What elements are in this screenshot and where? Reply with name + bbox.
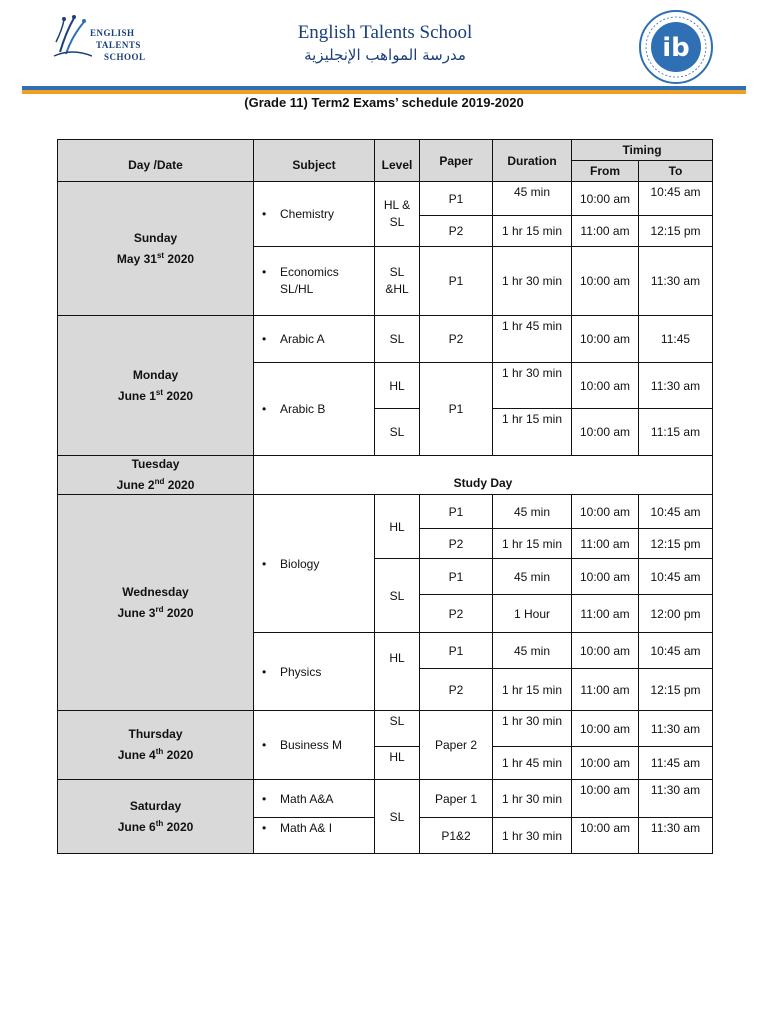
ib-logo — [637, 8, 715, 86]
paper-cell: P2 — [420, 595, 493, 633]
day-name: Sunday — [133, 230, 178, 245]
exam-schedule-table — [57, 139, 713, 854]
paper-cell: P2 — [420, 529, 493, 559]
from-cell: 10:00 am — [572, 711, 639, 747]
day-date: June 1 — [117, 388, 156, 403]
from-cell: 11:00 am — [572, 529, 639, 559]
day-year: 2020 — [164, 251, 195, 266]
day-date: May 31 — [116, 251, 157, 266]
header-level: Level — [375, 140, 420, 182]
day-date-suffix: th — [155, 747, 164, 756]
day-cell-wednesday — [58, 495, 254, 711]
subject-label: Business M — [280, 738, 343, 752]
from-cell: 10:00 am — [572, 316, 639, 363]
to-cell: 12:15 pm — [639, 216, 713, 247]
duration-cell: 1 hr 15 min — [493, 529, 572, 559]
subject-label: Physics — [280, 664, 322, 679]
duration-cell: 1 hr 45 min — [493, 316, 572, 363]
bullet-icon: • — [262, 207, 267, 221]
ib-logo-icon — [637, 8, 715, 86]
duration-cell: 1 hr 15 min — [493, 216, 572, 247]
logo-text-line1: ENGLISH — [90, 28, 135, 38]
from-cell: 10:00 am — [572, 495, 639, 529]
level-label: HL & — [383, 198, 411, 212]
to-cell: 12:00 pm — [639, 595, 713, 633]
day-cell-sunday — [58, 182, 254, 316]
bullet-icon: • — [262, 265, 267, 279]
bullet-icon: • — [262, 332, 267, 346]
day-year: 2020 — [163, 819, 194, 834]
paper-cell: P2 — [420, 316, 493, 363]
paper-cell: P2 — [420, 669, 493, 711]
header-duration: Duration — [493, 140, 572, 182]
ib-logo-text: ib — [662, 33, 690, 63]
header-to: To — [639, 161, 713, 182]
duration-cell: 1 hr 15 min — [493, 409, 572, 456]
paper-cell: P1 — [420, 633, 493, 669]
level-label: SL — [389, 265, 405, 279]
to-cell: 11:30 am — [639, 818, 713, 854]
level-cell: SL — [375, 780, 420, 854]
to-cell: 11:45 am — [639, 747, 713, 780]
paper-cell: P1 — [420, 495, 493, 529]
subject-arabic-b — [254, 363, 375, 456]
paper-cell: P2 — [420, 216, 493, 247]
day-date: June 6 — [117, 819, 156, 834]
from-cell: 11:00 am — [572, 595, 639, 633]
duration-cell: 1 hr 30 min — [493, 818, 572, 854]
bullet-icon: • — [262, 664, 267, 679]
to-cell: 11:30 am — [639, 247, 713, 316]
to-cell: 10:45 am — [639, 182, 713, 216]
bullet-icon: • — [262, 791, 267, 806]
logo-text-line2: TALENTS — [96, 40, 141, 50]
day-name: Wednesday — [122, 584, 189, 599]
subject-math-aa — [254, 780, 375, 818]
study-day-note: Study Day — [254, 456, 713, 495]
level-cell: HL — [375, 747, 420, 780]
bullet-icon: • — [262, 738, 267, 752]
subject-physics — [254, 633, 375, 711]
table-row — [58, 316, 713, 363]
school-logo — [52, 12, 162, 68]
from-cell: 10:00 am — [572, 409, 639, 456]
paper-cell: P1 — [420, 559, 493, 595]
subject-label: Economics — [280, 265, 339, 279]
subject-label: Math A& I — [280, 821, 333, 835]
paper-cell: Paper 2 — [420, 711, 493, 780]
to-cell: 12:15 pm — [639, 529, 713, 559]
day-date-suffix: rd — [155, 604, 164, 614]
level-cell — [375, 247, 420, 316]
from-cell: 10:00 am — [572, 747, 639, 780]
from-cell: 10:00 am — [572, 633, 639, 669]
paper-cell: P1 — [420, 182, 493, 216]
to-cell: 12:15 pm — [639, 669, 713, 711]
day-cell-saturday — [58, 780, 254, 854]
subject-chemistry — [254, 182, 375, 247]
day-name: Saturday — [129, 798, 182, 813]
bullet-icon: • — [262, 556, 267, 571]
subject-label: Biology — [280, 556, 320, 571]
day-year: 2020 — [163, 605, 194, 620]
from-cell: 11:00 am — [572, 669, 639, 711]
day-date-suffix: st — [155, 387, 164, 397]
level-label: SL — [389, 215, 405, 229]
subject-label: Math A&A — [280, 791, 334, 806]
header-timing: Timing — [572, 140, 713, 161]
bullet-icon: • — [262, 402, 267, 416]
day-year: 2020 — [163, 748, 194, 762]
subject-label: Chemistry — [280, 207, 335, 221]
level-cell: HL — [375, 363, 420, 409]
level-cell: SL — [375, 559, 420, 633]
level-cell: SL — [375, 711, 420, 747]
day-year: 2020 — [164, 478, 195, 492]
header-divider-orange — [22, 90, 746, 94]
table-row — [58, 711, 713, 747]
subject-economics — [254, 247, 375, 316]
school-logo-icon — [52, 12, 92, 62]
table-row — [58, 456, 713, 495]
day-date-suffix: st — [156, 250, 165, 260]
level-cell: HL — [375, 633, 420, 711]
to-cell: 10:45 am — [639, 633, 713, 669]
from-cell: 10:00 am — [572, 247, 639, 316]
paper-cell: P1&2 — [420, 818, 493, 854]
header-paper: Paper — [420, 140, 493, 182]
level-cell — [375, 182, 420, 247]
day-cell-monday — [58, 316, 254, 456]
level-cell: SL — [375, 409, 420, 456]
duration-cell: 1 hr 45 min — [493, 747, 572, 780]
day-date: June 3 — [117, 605, 156, 620]
paper-cell: P1 — [420, 247, 493, 316]
to-cell: 10:45 am — [639, 559, 713, 595]
level-label: &HL — [385, 282, 409, 296]
logo-text-line3: SCHOOL — [104, 52, 146, 62]
header-day-date: Day /Date — [58, 140, 254, 182]
duration-cell: 1 hr 30 min — [493, 780, 572, 818]
table-row — [58, 495, 713, 529]
level-cell: HL — [375, 495, 420, 559]
subject-arabic-a — [254, 316, 375, 363]
subject-label: Arabic B — [280, 402, 326, 416]
school-title: English Talents School — [297, 22, 473, 43]
subject-biology — [254, 495, 375, 633]
to-cell: 11:15 am — [639, 409, 713, 456]
from-cell: 10:00 am — [572, 559, 639, 595]
duration-cell: 45 min — [493, 495, 572, 529]
day-date: June 2 — [116, 478, 155, 492]
to-cell: 11:30 am — [639, 711, 713, 747]
day-date: June 4 — [117, 748, 156, 762]
school-title-arabic: مدرسة المواهب الإنجليزية — [304, 46, 466, 64]
from-cell: 11:00 am — [572, 216, 639, 247]
subject-business — [254, 711, 375, 780]
bullet-icon: • — [262, 821, 267, 835]
to-cell: 11:30 am — [639, 363, 713, 409]
day-year: 2020 — [163, 388, 194, 403]
duration-cell: 1 hr 30 min — [493, 711, 572, 747]
duration-cell: 45 min — [493, 633, 572, 669]
document-title: (Grade 11) Term2 Exams’ schedule 2019-2020 — [244, 95, 524, 110]
from-cell: 10:00 am — [572, 780, 639, 818]
from-cell: 10:00 am — [572, 182, 639, 216]
day-name: Monday — [132, 367, 179, 382]
duration-cell: 1 hr 30 min — [493, 363, 572, 409]
day-cell-tuesday — [58, 456, 254, 495]
subject-label: SL/HL — [280, 282, 314, 296]
duration-cell: 1 hr 15 min — [493, 669, 572, 711]
duration-cell: 45 min — [493, 182, 572, 216]
day-date-suffix: th — [155, 818, 164, 828]
paper-cell: P1 — [420, 363, 493, 456]
day-cell-thursday — [58, 711, 254, 780]
to-cell: 11:30 am — [639, 780, 713, 818]
duration-cell: 1 Hour — [493, 595, 572, 633]
from-cell: 10:00 am — [572, 363, 639, 409]
duration-cell: 1 hr 30 min — [493, 247, 572, 316]
from-cell: 10:00 am — [572, 818, 639, 854]
header-subject: Subject — [254, 140, 375, 182]
day-name: Tuesday — [131, 457, 180, 471]
level-cell: SL — [375, 316, 420, 363]
to-cell: 10:45 am — [639, 495, 713, 529]
paper-cell: Paper 1 — [420, 780, 493, 818]
day-date-suffix: nd — [154, 477, 165, 486]
duration-cell: 45 min — [493, 559, 572, 595]
table-header-row — [58, 140, 713, 161]
day-name: Thursday — [128, 727, 183, 741]
to-cell: 11:45 — [639, 316, 713, 363]
table-row — [58, 780, 713, 818]
subject-label: Arabic A — [280, 332, 325, 346]
subject-math-ai — [254, 818, 375, 854]
table-row — [58, 182, 713, 216]
header-from: From — [572, 161, 639, 182]
